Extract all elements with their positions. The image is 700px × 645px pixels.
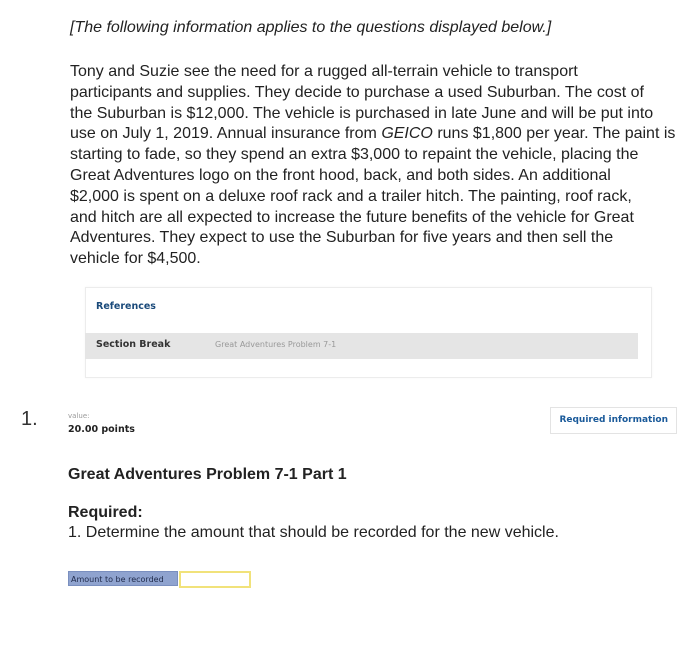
scenario-line: Adventures. They expect to use the Suburban for five years and then sell the [70,229,614,247]
references-link[interactable]: References [96,301,156,312]
points-value: 20.00 points [68,424,135,435]
scenario-line [70,124,700,145]
intro-note: [The following information applies to the questions displayed below.] [70,19,552,36]
scenario-text: runs $1,800 per year. The paint is [432,125,676,143]
scenario-line: participants and supplies. They decide to purchase a used Suburban. The cost of [70,83,644,101]
scenario-line: Tony and Suzie see the need for a rugged all-terrain vehicle to transport [70,63,578,80]
scenario-paragraph [70,62,700,270]
answer-label: Amount to be recorded [68,571,178,586]
required-information-button[interactable]: Required information [550,407,677,434]
question-number: 1. [21,408,38,430]
amount-input[interactable] [179,571,251,588]
problem-title: Great Adventures Problem 7-1 Part 1 [68,466,347,483]
scenario-line: Great Adventures logo on the front hood, back, and both sides. An additional [70,166,611,184]
scenario-line: the Suburban is $12,000. The vehicle is purchased in late June and will be put into [70,104,654,122]
scenario-emphasis: GEICO [381,125,433,143]
section-break-title: Great Adventures Problem 7-1 [215,340,337,349]
scenario-line: starting to fade, so they spend an extra $3,000 to repaint the vehicle, placing the [70,146,639,164]
scenario-line: vehicle for $4,500. [70,250,201,268]
required-instruction: 1. Determine the amount that should be recorded for the new vehicle. [68,524,559,541]
section-break-label: Section Break [96,339,171,350]
scenario-line: $2,000 is spent on a deluxe roof rack and a trailer hitch. The painting, roof rack, [70,187,632,205]
scenario-line: and hitch are all expected to increase the future benefits of the vehicle for Great [70,208,634,226]
scenario-text: use on July 1, 2019. Annual insurance from [70,125,382,143]
required-heading: Required: [68,504,143,521]
value-label: value: [68,412,90,420]
